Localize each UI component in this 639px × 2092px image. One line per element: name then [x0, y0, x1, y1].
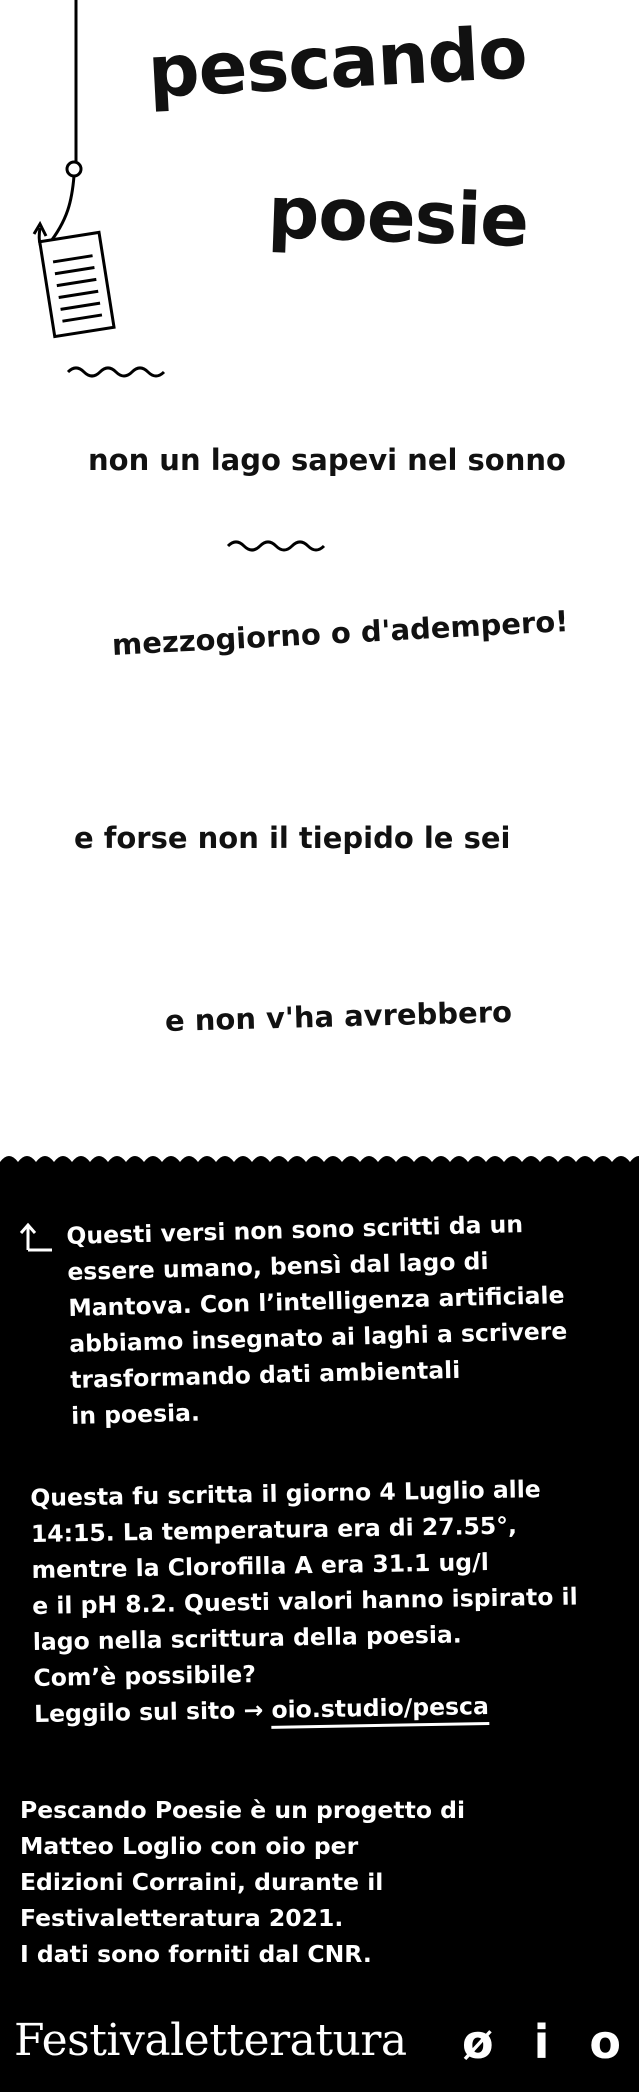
- verse-line: e non v'ha avrebbero: [164, 994, 513, 1038]
- link-prefix: Leggilo sul sito →: [33, 1695, 272, 1728]
- credits-line: Matteo Loglio con oio per: [20, 1832, 359, 1860]
- wave-icon: [226, 536, 328, 556]
- festivaletteratura-logo: Festivaletteratura: [14, 2015, 407, 2066]
- credits-line: Pescando Poesie è un progetto di: [20, 1796, 466, 1824]
- paper-sheet-icon: [35, 228, 125, 343]
- credits-line: Festivaletteratura 2021.: [20, 1904, 344, 1932]
- up-left-arrow-icon: [18, 1220, 54, 1254]
- data-line: Com’è possibile?: [33, 1660, 257, 1692]
- oio-logo: ø i o: [462, 2015, 634, 2069]
- credits-line: Edizioni Corraini, durante il: [20, 1868, 384, 1896]
- verse-line: e forse non il tiepido le sei: [74, 821, 511, 855]
- data-line: lago nella scrittura della poesia.: [32, 1620, 462, 1656]
- intro-line: Mantova. Con l’intelligenza artificiale: [67, 1280, 565, 1322]
- data-line: mentre la Clorofilla A era 31.1 ug/l: [31, 1548, 489, 1584]
- wave-icon: [66, 362, 168, 382]
- intro-paragraph: [66, 1205, 570, 1434]
- title-line-1: pescando: [145, 10, 529, 114]
- verse-line: mezzogiorno o d'adempero!: [111, 604, 570, 662]
- intro-line: trasformando dati ambientali: [69, 1355, 461, 1394]
- intro-line: essere umano, bensì dal lago di: [67, 1246, 489, 1286]
- credits-paragraph: [20, 1792, 465, 1972]
- data-line: Questa fu scritta il giorno 4 Luglio alle: [30, 1475, 541, 1512]
- credits-line: I dati sono forniti dal CNR.: [20, 1940, 372, 1968]
- intro-line: Questi versi non sono scritti da un: [66, 1210, 524, 1250]
- data-line: e il pH 8.2. Questi valori hanno ispirato il: [31, 1582, 578, 1620]
- data-line: 14:15. La temperatura era di 27.55°,: [30, 1511, 518, 1548]
- intro-line: abbiamo insegnato ai laghi a scrivere: [68, 1316, 568, 1358]
- title-line-2: poesie: [266, 170, 530, 264]
- intro-line: in poesia.: [70, 1398, 201, 1430]
- site-link[interactable]: oio.studio/pesca: [271, 1692, 489, 1729]
- data-paragraph: [30, 1470, 580, 1731]
- verse-line: non un lago sapevi nel sonno: [88, 443, 566, 477]
